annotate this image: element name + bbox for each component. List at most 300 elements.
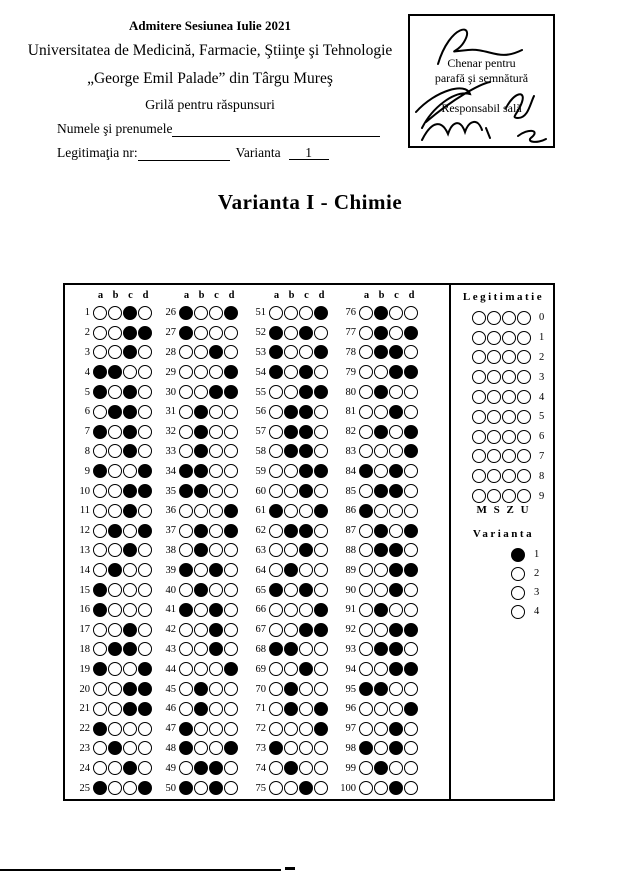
answer-bubble-67a[interactable] bbox=[269, 623, 283, 637]
answer-bubble-19b[interactable] bbox=[108, 662, 122, 676]
answer-bubble-68c[interactable] bbox=[299, 642, 313, 656]
answer-bubble-77c[interactable] bbox=[389, 326, 403, 340]
answer-bubble-25c[interactable] bbox=[123, 781, 137, 795]
answer-bubble-52b[interactable] bbox=[284, 326, 298, 340]
answer-bubble-89b[interactable] bbox=[374, 563, 388, 577]
answer-bubble-59d[interactable] bbox=[314, 464, 328, 478]
legitimatie-bubble-0-3[interactable] bbox=[517, 311, 531, 325]
answer-bubble-71c[interactable] bbox=[299, 702, 313, 716]
answer-bubble-84d[interactable] bbox=[404, 464, 418, 478]
legitimatie-bubble-4-3[interactable] bbox=[517, 390, 531, 404]
answer-bubble-17d[interactable] bbox=[138, 623, 152, 637]
answer-bubble-30a[interactable] bbox=[179, 385, 193, 399]
answer-bubble-15d[interactable] bbox=[138, 583, 152, 597]
answer-bubble-28a[interactable] bbox=[179, 345, 193, 359]
answer-bubble-35c[interactable] bbox=[209, 484, 223, 498]
answer-bubble-32c[interactable] bbox=[209, 425, 223, 439]
answer-bubble-36b[interactable] bbox=[194, 504, 208, 518]
answer-bubble-23c[interactable] bbox=[123, 741, 137, 755]
answer-bubble-15a[interactable] bbox=[93, 583, 107, 597]
answer-bubble-11c[interactable] bbox=[123, 504, 137, 518]
legitimatie-bubble-6-0[interactable] bbox=[472, 430, 486, 444]
answer-bubble-64a[interactable] bbox=[269, 563, 283, 577]
answer-bubble-13c[interactable] bbox=[123, 543, 137, 557]
answer-bubble-75a[interactable] bbox=[269, 781, 283, 795]
legitimatie-bubble-5-0[interactable] bbox=[472, 410, 486, 424]
answer-bubble-74d[interactable] bbox=[314, 761, 328, 775]
answer-bubble-37a[interactable] bbox=[179, 524, 193, 538]
answer-bubble-2a[interactable] bbox=[93, 326, 107, 340]
answer-bubble-35a[interactable] bbox=[179, 484, 193, 498]
answer-bubble-97c[interactable] bbox=[389, 722, 403, 736]
legitimatie-bubble-0-0[interactable] bbox=[472, 311, 486, 325]
answer-bubble-69c[interactable] bbox=[299, 662, 313, 676]
answer-bubble-5d[interactable] bbox=[138, 385, 152, 399]
answer-bubble-99a[interactable] bbox=[359, 761, 373, 775]
answer-bubble-90d[interactable] bbox=[404, 583, 418, 597]
answer-bubble-91b[interactable] bbox=[374, 603, 388, 617]
answer-bubble-26d[interactable] bbox=[224, 306, 238, 320]
answer-bubble-6c[interactable] bbox=[123, 405, 137, 419]
answer-bubble-68a[interactable] bbox=[269, 642, 283, 656]
answer-bubble-60b[interactable] bbox=[284, 484, 298, 498]
answer-bubble-97a[interactable] bbox=[359, 722, 373, 736]
answer-bubble-100d[interactable] bbox=[404, 781, 418, 795]
legitimatie-bubble-2-2[interactable] bbox=[502, 350, 516, 364]
answer-bubble-6a[interactable] bbox=[93, 405, 107, 419]
answer-bubble-39c[interactable] bbox=[209, 563, 223, 577]
answer-bubble-48d[interactable] bbox=[224, 741, 238, 755]
answer-bubble-63a[interactable] bbox=[269, 543, 283, 557]
answer-bubble-56b[interactable] bbox=[284, 405, 298, 419]
answer-bubble-28d[interactable] bbox=[224, 345, 238, 359]
answer-bubble-51d[interactable] bbox=[314, 306, 328, 320]
answer-bubble-40d[interactable] bbox=[224, 583, 238, 597]
answer-bubble-13a[interactable] bbox=[93, 543, 107, 557]
answer-bubble-46a[interactable] bbox=[179, 702, 193, 716]
answer-bubble-40a[interactable] bbox=[179, 583, 193, 597]
answer-bubble-31a[interactable] bbox=[179, 405, 193, 419]
answer-bubble-62c[interactable] bbox=[299, 524, 313, 538]
answer-bubble-51c[interactable] bbox=[299, 306, 313, 320]
answer-bubble-44a[interactable] bbox=[179, 662, 193, 676]
answer-bubble-34a[interactable] bbox=[179, 464, 193, 478]
answer-bubble-8d[interactable] bbox=[138, 444, 152, 458]
legitimatie-bubble-7-1[interactable] bbox=[487, 449, 501, 463]
answer-bubble-30b[interactable] bbox=[194, 385, 208, 399]
answer-bubble-5a[interactable] bbox=[93, 385, 107, 399]
answer-bubble-99d[interactable] bbox=[404, 761, 418, 775]
answer-bubble-47b[interactable] bbox=[194, 722, 208, 736]
answer-bubble-76d[interactable] bbox=[404, 306, 418, 320]
answer-bubble-79c[interactable] bbox=[389, 365, 403, 379]
answer-bubble-54b[interactable] bbox=[284, 365, 298, 379]
answer-bubble-93d[interactable] bbox=[404, 642, 418, 656]
answer-bubble-52d[interactable] bbox=[314, 326, 328, 340]
answer-bubble-20d[interactable] bbox=[138, 682, 152, 696]
answer-bubble-60d[interactable] bbox=[314, 484, 328, 498]
answer-bubble-26c[interactable] bbox=[209, 306, 223, 320]
answer-bubble-78a[interactable] bbox=[359, 345, 373, 359]
answer-bubble-15c[interactable] bbox=[123, 583, 137, 597]
legitimatie-bubble-8-1[interactable] bbox=[487, 469, 501, 483]
answer-bubble-35b[interactable] bbox=[194, 484, 208, 498]
answer-bubble-1a[interactable] bbox=[93, 306, 107, 320]
answer-bubble-42a[interactable] bbox=[179, 623, 193, 637]
answer-bubble-24c[interactable] bbox=[123, 761, 137, 775]
answer-bubble-99c[interactable] bbox=[389, 761, 403, 775]
answer-bubble-16a[interactable] bbox=[93, 603, 107, 617]
answer-bubble-71d[interactable] bbox=[314, 702, 328, 716]
answer-bubble-33d[interactable] bbox=[224, 444, 238, 458]
answer-bubble-47c[interactable] bbox=[209, 722, 223, 736]
answer-bubble-92d[interactable] bbox=[404, 623, 418, 637]
answer-bubble-92c[interactable] bbox=[389, 623, 403, 637]
legitimatie-bubble-9-2[interactable] bbox=[502, 489, 516, 503]
answer-bubble-43a[interactable] bbox=[179, 642, 193, 656]
answer-bubble-9b[interactable] bbox=[108, 464, 122, 478]
answer-bubble-6b[interactable] bbox=[108, 405, 122, 419]
answer-bubble-95c[interactable] bbox=[389, 682, 403, 696]
answer-bubble-45a[interactable] bbox=[179, 682, 193, 696]
answer-bubble-11d[interactable] bbox=[138, 504, 152, 518]
answer-bubble-14a[interactable] bbox=[93, 563, 107, 577]
legitimatie-bubble-6-1[interactable] bbox=[487, 430, 501, 444]
legitimatie-bubble-5-1[interactable] bbox=[487, 410, 501, 424]
answer-bubble-21d[interactable] bbox=[138, 702, 152, 716]
answer-bubble-49d[interactable] bbox=[224, 761, 238, 775]
answer-bubble-29a[interactable] bbox=[179, 365, 193, 379]
answer-bubble-7b[interactable] bbox=[108, 425, 122, 439]
answer-bubble-37c[interactable] bbox=[209, 524, 223, 538]
answer-bubble-26b[interactable] bbox=[194, 306, 208, 320]
answer-bubble-52a[interactable] bbox=[269, 326, 283, 340]
answer-bubble-92b[interactable] bbox=[374, 623, 388, 637]
answer-bubble-33b[interactable] bbox=[194, 444, 208, 458]
answer-bubble-61c[interactable] bbox=[299, 504, 313, 518]
legitimatie-bubble-8-0[interactable] bbox=[472, 469, 486, 483]
answer-bubble-64d[interactable] bbox=[314, 563, 328, 577]
answer-bubble-68d[interactable] bbox=[314, 642, 328, 656]
answer-bubble-65b[interactable] bbox=[284, 583, 298, 597]
answer-bubble-67b[interactable] bbox=[284, 623, 298, 637]
answer-bubble-8a[interactable] bbox=[93, 444, 107, 458]
answer-bubble-76b[interactable] bbox=[374, 306, 388, 320]
answer-bubble-80b[interactable] bbox=[374, 385, 388, 399]
answer-bubble-18d[interactable] bbox=[138, 642, 152, 656]
answer-bubble-86d[interactable] bbox=[404, 504, 418, 518]
answer-bubble-49c[interactable] bbox=[209, 761, 223, 775]
answer-bubble-7d[interactable] bbox=[138, 425, 152, 439]
answer-bubble-72a[interactable] bbox=[269, 722, 283, 736]
answer-bubble-55c[interactable] bbox=[299, 385, 313, 399]
answer-bubble-50b[interactable] bbox=[194, 781, 208, 795]
answer-bubble-85c[interactable] bbox=[389, 484, 403, 498]
answer-bubble-40c[interactable] bbox=[209, 583, 223, 597]
answer-bubble-23d[interactable] bbox=[138, 741, 152, 755]
answer-bubble-89a[interactable] bbox=[359, 563, 373, 577]
answer-bubble-2c[interactable] bbox=[123, 326, 137, 340]
answer-bubble-25a[interactable] bbox=[93, 781, 107, 795]
answer-bubble-41b[interactable] bbox=[194, 603, 208, 617]
answer-bubble-33c[interactable] bbox=[209, 444, 223, 458]
answer-bubble-87c[interactable] bbox=[389, 524, 403, 538]
answer-bubble-17c[interactable] bbox=[123, 623, 137, 637]
answer-bubble-83d[interactable] bbox=[404, 444, 418, 458]
answer-bubble-77a[interactable] bbox=[359, 326, 373, 340]
answer-bubble-94a[interactable] bbox=[359, 662, 373, 676]
answer-bubble-46c[interactable] bbox=[209, 702, 223, 716]
legitimatie-bubble-2-3[interactable] bbox=[517, 350, 531, 364]
legitimatie-bubble-7-3[interactable] bbox=[517, 449, 531, 463]
answer-bubble-12a[interactable] bbox=[93, 524, 107, 538]
answer-bubble-76c[interactable] bbox=[389, 306, 403, 320]
answer-bubble-86c[interactable] bbox=[389, 504, 403, 518]
answer-bubble-54c[interactable] bbox=[299, 365, 313, 379]
answer-bubble-82b[interactable] bbox=[374, 425, 388, 439]
answer-bubble-9c[interactable] bbox=[123, 464, 137, 478]
answer-bubble-77b[interactable] bbox=[374, 326, 388, 340]
answer-bubble-34c[interactable] bbox=[209, 464, 223, 478]
answer-bubble-59a[interactable] bbox=[269, 464, 283, 478]
legitimatie-bubble-1-3[interactable] bbox=[517, 331, 531, 345]
answer-bubble-59b[interactable] bbox=[284, 464, 298, 478]
answer-bubble-75d[interactable] bbox=[314, 781, 328, 795]
answer-bubble-22a[interactable] bbox=[93, 722, 107, 736]
answer-bubble-97b[interactable] bbox=[374, 722, 388, 736]
answer-bubble-40b[interactable] bbox=[194, 583, 208, 597]
answer-bubble-23a[interactable] bbox=[93, 741, 107, 755]
answer-bubble-96b[interactable] bbox=[374, 702, 388, 716]
variant-bubble-2[interactable] bbox=[511, 567, 525, 581]
answer-bubble-1d[interactable] bbox=[138, 306, 152, 320]
answer-bubble-11a[interactable] bbox=[93, 504, 107, 518]
answer-bubble-93b[interactable] bbox=[374, 642, 388, 656]
answer-bubble-48b[interactable] bbox=[194, 741, 208, 755]
answer-bubble-44c[interactable] bbox=[209, 662, 223, 676]
answer-bubble-16d[interactable] bbox=[138, 603, 152, 617]
answer-bubble-22d[interactable] bbox=[138, 722, 152, 736]
answer-bubble-31d[interactable] bbox=[224, 405, 238, 419]
legitimatie-bubble-0-2[interactable] bbox=[502, 311, 516, 325]
answer-bubble-53b[interactable] bbox=[284, 345, 298, 359]
answer-bubble-45b[interactable] bbox=[194, 682, 208, 696]
answer-bubble-79a[interactable] bbox=[359, 365, 373, 379]
answer-bubble-57c[interactable] bbox=[299, 425, 313, 439]
answer-bubble-30c[interactable] bbox=[209, 385, 223, 399]
legitimatie-bubble-1-1[interactable] bbox=[487, 331, 501, 345]
answer-bubble-98d[interactable] bbox=[404, 741, 418, 755]
answer-bubble-80d[interactable] bbox=[404, 385, 418, 399]
answer-bubble-75b[interactable] bbox=[284, 781, 298, 795]
answer-bubble-37d[interactable] bbox=[224, 524, 238, 538]
answer-bubble-56d[interactable] bbox=[314, 405, 328, 419]
answer-bubble-55a[interactable] bbox=[269, 385, 283, 399]
answer-bubble-56a[interactable] bbox=[269, 405, 283, 419]
answer-bubble-65c[interactable] bbox=[299, 583, 313, 597]
answer-bubble-81b[interactable] bbox=[374, 405, 388, 419]
answer-bubble-10c[interactable] bbox=[123, 484, 137, 498]
answer-bubble-93a[interactable] bbox=[359, 642, 373, 656]
answer-bubble-81c[interactable] bbox=[389, 405, 403, 419]
answer-bubble-10a[interactable] bbox=[93, 484, 107, 498]
answer-bubble-74c[interactable] bbox=[299, 761, 313, 775]
answer-bubble-7c[interactable] bbox=[123, 425, 137, 439]
answer-bubble-21b[interactable] bbox=[108, 702, 122, 716]
legitimatie-bubble-2-1[interactable] bbox=[487, 350, 501, 364]
variant-bubble-3[interactable] bbox=[511, 586, 525, 600]
answer-bubble-31b[interactable] bbox=[194, 405, 208, 419]
answer-bubble-84b[interactable] bbox=[374, 464, 388, 478]
answer-bubble-91d[interactable] bbox=[404, 603, 418, 617]
legitimatie-bubble-8-2[interactable] bbox=[502, 469, 516, 483]
answer-bubble-74b[interactable] bbox=[284, 761, 298, 775]
answer-bubble-25b[interactable] bbox=[108, 781, 122, 795]
answer-bubble-24d[interactable] bbox=[138, 761, 152, 775]
answer-bubble-3d[interactable] bbox=[138, 345, 152, 359]
answer-bubble-23b[interactable] bbox=[108, 741, 122, 755]
answer-bubble-98b[interactable] bbox=[374, 741, 388, 755]
answer-bubble-72b[interactable] bbox=[284, 722, 298, 736]
answer-bubble-17b[interactable] bbox=[108, 623, 122, 637]
legitimatie-bubble-7-0[interactable] bbox=[472, 449, 486, 463]
answer-bubble-35d[interactable] bbox=[224, 484, 238, 498]
answer-bubble-9d[interactable] bbox=[138, 464, 152, 478]
answer-bubble-87d[interactable] bbox=[404, 524, 418, 538]
answer-bubble-85d[interactable] bbox=[404, 484, 418, 498]
answer-bubble-54a[interactable] bbox=[269, 365, 283, 379]
legitimatie-bubble-4-2[interactable] bbox=[502, 390, 516, 404]
answer-bubble-2b[interactable] bbox=[108, 326, 122, 340]
answer-bubble-96c[interactable] bbox=[389, 702, 403, 716]
answer-bubble-18a[interactable] bbox=[93, 642, 107, 656]
answer-bubble-61b[interactable] bbox=[284, 504, 298, 518]
answer-bubble-43d[interactable] bbox=[224, 642, 238, 656]
answer-bubble-32d[interactable] bbox=[224, 425, 238, 439]
answer-bubble-39a[interactable] bbox=[179, 563, 193, 577]
legitimatie-bubble-7-2[interactable] bbox=[502, 449, 516, 463]
answer-bubble-75c[interactable] bbox=[299, 781, 313, 795]
answer-bubble-91a[interactable] bbox=[359, 603, 373, 617]
answer-bubble-62b[interactable] bbox=[284, 524, 298, 538]
answer-bubble-73c[interactable] bbox=[299, 741, 313, 755]
answer-bubble-1b[interactable] bbox=[108, 306, 122, 320]
answer-bubble-29d[interactable] bbox=[224, 365, 238, 379]
answer-bubble-60c[interactable] bbox=[299, 484, 313, 498]
answer-bubble-42b[interactable] bbox=[194, 623, 208, 637]
answer-bubble-19c[interactable] bbox=[123, 662, 137, 676]
answer-bubble-70a[interactable] bbox=[269, 682, 283, 696]
answer-bubble-57a[interactable] bbox=[269, 425, 283, 439]
answer-bubble-86b[interactable] bbox=[374, 504, 388, 518]
answer-bubble-32b[interactable] bbox=[194, 425, 208, 439]
answer-bubble-27b[interactable] bbox=[194, 326, 208, 340]
answer-bubble-83c[interactable] bbox=[389, 444, 403, 458]
answer-bubble-65a[interactable] bbox=[269, 583, 283, 597]
legitimatie-bubble-0-1[interactable] bbox=[487, 311, 501, 325]
answer-bubble-38b[interactable] bbox=[194, 543, 208, 557]
answer-bubble-93c[interactable] bbox=[389, 642, 403, 656]
answer-bubble-27c[interactable] bbox=[209, 326, 223, 340]
answer-bubble-53c[interactable] bbox=[299, 345, 313, 359]
legitimatie-bubble-6-2[interactable] bbox=[502, 430, 516, 444]
answer-bubble-83b[interactable] bbox=[374, 444, 388, 458]
answer-bubble-18b[interactable] bbox=[108, 642, 122, 656]
answer-bubble-61d[interactable] bbox=[314, 504, 328, 518]
answer-bubble-63b[interactable] bbox=[284, 543, 298, 557]
answer-bubble-71a[interactable] bbox=[269, 702, 283, 716]
answer-bubble-58d[interactable] bbox=[314, 444, 328, 458]
answer-bubble-16b[interactable] bbox=[108, 603, 122, 617]
answer-bubble-88a[interactable] bbox=[359, 543, 373, 557]
answer-bubble-50a[interactable] bbox=[179, 781, 193, 795]
answer-bubble-34d[interactable] bbox=[224, 464, 238, 478]
legitimatie-bubble-9-1[interactable] bbox=[487, 489, 501, 503]
answer-bubble-19a[interactable] bbox=[93, 662, 107, 676]
answer-bubble-63d[interactable] bbox=[314, 543, 328, 557]
answer-bubble-84c[interactable] bbox=[389, 464, 403, 478]
answer-bubble-100a[interactable] bbox=[359, 781, 373, 795]
answer-bubble-6d[interactable] bbox=[138, 405, 152, 419]
legitimatie-bubble-2-0[interactable] bbox=[472, 350, 486, 364]
answer-bubble-3b[interactable] bbox=[108, 345, 122, 359]
answer-bubble-4b[interactable] bbox=[108, 365, 122, 379]
answer-bubble-44b[interactable] bbox=[194, 662, 208, 676]
answer-bubble-10b[interactable] bbox=[108, 484, 122, 498]
answer-bubble-14c[interactable] bbox=[123, 563, 137, 577]
legitimatie-bubble-1-2[interactable] bbox=[502, 331, 516, 345]
answer-bubble-22b[interactable] bbox=[108, 722, 122, 736]
answer-bubble-55b[interactable] bbox=[284, 385, 298, 399]
answer-bubble-70b[interactable] bbox=[284, 682, 298, 696]
answer-bubble-36a[interactable] bbox=[179, 504, 193, 518]
answer-bubble-57d[interactable] bbox=[314, 425, 328, 439]
answer-bubble-20c[interactable] bbox=[123, 682, 137, 696]
answer-bubble-92a[interactable] bbox=[359, 623, 373, 637]
answer-bubble-76a[interactable] bbox=[359, 306, 373, 320]
answer-bubble-57b[interactable] bbox=[284, 425, 298, 439]
variant-bubble-1[interactable] bbox=[511, 548, 525, 562]
answer-bubble-73b[interactable] bbox=[284, 741, 298, 755]
answer-bubble-33a[interactable] bbox=[179, 444, 193, 458]
answer-bubble-36d[interactable] bbox=[224, 504, 238, 518]
answer-bubble-77d[interactable] bbox=[404, 326, 418, 340]
legitimatie-bubble-8-3[interactable] bbox=[517, 469, 531, 483]
answer-bubble-5b[interactable] bbox=[108, 385, 122, 399]
answer-bubble-90b[interactable] bbox=[374, 583, 388, 597]
answer-bubble-14b[interactable] bbox=[108, 563, 122, 577]
answer-bubble-24b[interactable] bbox=[108, 761, 122, 775]
answer-bubble-12b[interactable] bbox=[108, 524, 122, 538]
answer-bubble-66c[interactable] bbox=[299, 603, 313, 617]
answer-bubble-4c[interactable] bbox=[123, 365, 137, 379]
answer-bubble-69d[interactable] bbox=[314, 662, 328, 676]
answer-bubble-73a[interactable] bbox=[269, 741, 283, 755]
answer-bubble-5c[interactable] bbox=[123, 385, 137, 399]
answer-bubble-49b[interactable] bbox=[194, 761, 208, 775]
answer-bubble-2d[interactable] bbox=[138, 326, 152, 340]
answer-bubble-63c[interactable] bbox=[299, 543, 313, 557]
answer-bubble-66d[interactable] bbox=[314, 603, 328, 617]
answer-bubble-50d[interactable] bbox=[224, 781, 238, 795]
answer-bubble-55d[interactable] bbox=[314, 385, 328, 399]
answer-bubble-72c[interactable] bbox=[299, 722, 313, 736]
answer-bubble-20b[interactable] bbox=[108, 682, 122, 696]
answer-bubble-22c[interactable] bbox=[123, 722, 137, 736]
answer-bubble-12d[interactable] bbox=[138, 524, 152, 538]
answer-bubble-27a[interactable] bbox=[179, 326, 193, 340]
legitimatie-bubble-5-2[interactable] bbox=[502, 410, 516, 424]
